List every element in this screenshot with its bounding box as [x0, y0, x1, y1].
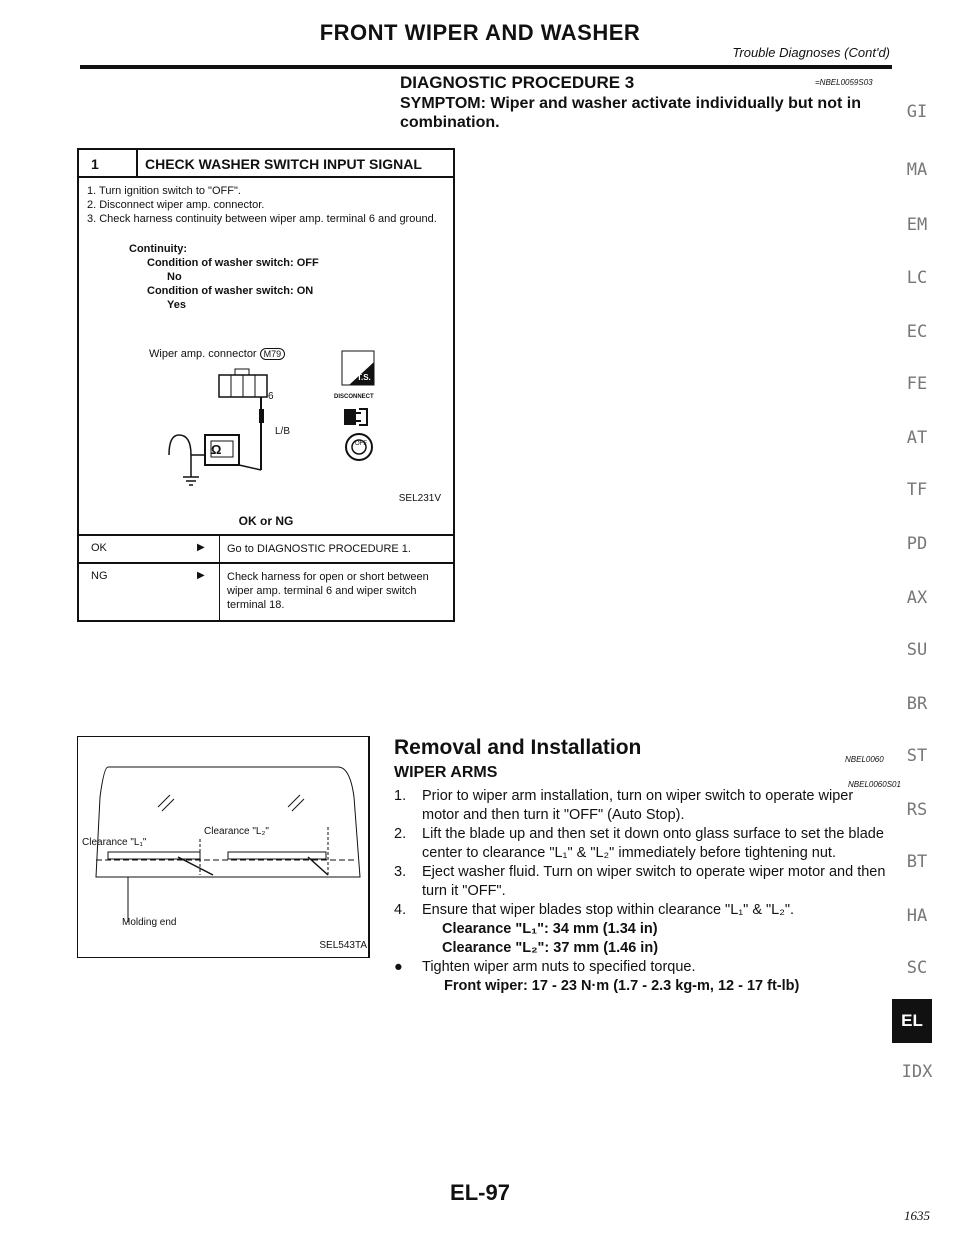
continuity-label: Continuity: — [129, 243, 188, 255]
procedure-step: 1. Prior to wiper arm installation, turn on wiper switch to operate wiper motor and then turn it "OFF" (Auto Stop). — [394, 788, 854, 823]
row-divider — [79, 534, 453, 536]
index-tab-fe[interactable]: FE — [906, 374, 928, 394]
clearance-l2-label: Clearance "L₂" — [204, 826, 269, 837]
result-ok-text: Go to DIAGNOSTIC PROCEDURE 1. — [227, 543, 411, 555]
index-tab-st[interactable]: ST — [906, 746, 928, 766]
connector-latch — [235, 369, 249, 375]
section-title: Removal and Installation — [394, 736, 642, 759]
wiper-clearance-figure — [77, 736, 369, 958]
removal-procedure — [394, 787, 886, 996]
condition-on: Condition of washer switch: ON — [147, 285, 314, 297]
connector-id-badge: M79 — [260, 348, 286, 360]
procedure-step: 2. Lift the blade up and then set it down onto glass surface to set the blade center to clearance "L₁" & "L₂" immediately before tightening nut. — [394, 826, 884, 861]
ok-or-ng-label: OK or NG — [238, 514, 294, 528]
step-number: 1 — [91, 156, 99, 172]
condition-on-value: Yes — [167, 299, 186, 311]
ohm-symbol: Ω — [211, 442, 222, 457]
column-divider — [219, 536, 220, 622]
figure-code: SEL231V — [398, 493, 441, 504]
page-number: EL-97 — [450, 1180, 510, 1205]
index-tab-br[interactable]: BR — [906, 694, 928, 714]
torque-spec: Front wiper: 17 - 23 N·m (1.7 - 2.3 kg-m, 12 - 17 ft-lb) — [444, 978, 800, 994]
arrow-right-icon: ▶ — [197, 542, 205, 553]
disconnect-icon — [341, 404, 373, 430]
result-ng-text: Check harness for open or short between wiper amp. terminal 6 and wiper switch terminal 18. — [227, 571, 429, 611]
ignition-off-icon — [343, 432, 375, 462]
index-tab-rs[interactable]: RS — [906, 800, 928, 820]
check-step-header — [79, 150, 453, 178]
off-label: OFF — [355, 441, 367, 447]
result-ok-label: OK — [91, 542, 107, 554]
wire-color: L/B — [275, 426, 291, 437]
condition-off-value: No — [167, 271, 182, 283]
index-tab-lc[interactable]: LC — [906, 268, 928, 288]
index-tab-bt[interactable]: BT — [906, 852, 928, 872]
row-divider — [79, 562, 453, 564]
section-code: NBEL0060 — [845, 755, 884, 764]
molding-end-label: Molding end — [122, 917, 177, 928]
index-tab-gi[interactable]: GI — [906, 102, 928, 122]
arrow-right-icon: ▶ — [197, 570, 205, 581]
check-step: 3. Check harness continuity between wiper amp. terminal 6 and ground. — [87, 213, 437, 225]
probe-tip — [259, 409, 264, 423]
subsection-code: NBEL0060S01 — [848, 780, 901, 789]
terminal-number: 6 — [268, 391, 274, 402]
procedure-step: 4. Ensure that wiper blades stop within clearance "L₁" & "L₂". — [394, 902, 795, 918]
index-tab-ax[interactable]: AX — [906, 588, 928, 608]
index-tab-idx[interactable]: IDX — [901, 1062, 933, 1082]
bullet-item: ● Tighten wiper arm nuts to specified torque. — [394, 959, 696, 975]
ground-lead — [169, 435, 191, 455]
clearance-l1-label: Clearance "L₁" — [82, 837, 147, 848]
index-tab-ma[interactable]: MA — [906, 160, 928, 180]
procedure-title: DIAGNOSTIC PROCEDURE 3 — [400, 73, 635, 92]
wiper-blade-right — [228, 852, 326, 859]
condition-off: Condition of washer switch: OFF — [147, 257, 319, 269]
index-tab-ha[interactable]: HA — [906, 906, 928, 926]
ground-symbol — [183, 455, 205, 485]
check-step: 2. Disconnect wiper amp. connector. — [87, 199, 265, 211]
ts-label: T.S. — [357, 373, 371, 382]
connector-label — [149, 348, 285, 360]
clearance-l1-spec: Clearance "L₁": 34 mm (1.34 in) — [442, 921, 658, 937]
index-tab-sc[interactable]: SC — [906, 958, 928, 978]
continuity-check-diagram — [139, 365, 339, 495]
step-title: CHECK WASHER SWITCH INPUT SIGNAL — [145, 156, 422, 172]
page-title: FRONT WIPER AND WASHER — [319, 20, 641, 45]
header-divider — [136, 150, 138, 176]
procedure-step: 3. Eject washer fluid. Turn on wiper switch to operate wiper motor and then turn it "OFF". — [394, 864, 886, 899]
index-tab-pd[interactable]: PD — [906, 534, 928, 554]
disconnect-label: DISCONNECT — [334, 394, 374, 400]
bullet-icon: ● — [394, 959, 403, 975]
connector-label-text: Wiper amp. connector — [149, 348, 257, 360]
check-step-box — [77, 148, 455, 622]
clearance-l2-spec: Clearance "L₂": 37 mm (1.46 in) — [442, 940, 659, 956]
subsection-title: WIPER ARMS — [394, 764, 498, 781]
index-tab-tf[interactable]: TF — [906, 480, 928, 500]
plug-half — [344, 409, 356, 425]
key-cylinder — [346, 434, 372, 460]
figure-border-right — [368, 736, 370, 958]
index-tab-at[interactable]: AT — [906, 428, 928, 448]
index-tab-el-active[interactable]: EL — [892, 999, 932, 1043]
index-tab-ec[interactable]: EC — [906, 322, 928, 342]
sheet-number: 1635 — [904, 1208, 930, 1223]
result-ng-label: NG — [91, 570, 108, 582]
wiper-blade-left — [108, 852, 200, 859]
socket-half — [359, 409, 367, 425]
header-rule — [80, 65, 892, 69]
index-tab-su[interactable]: SU — [906, 640, 928, 660]
check-steps-list — [87, 184, 447, 226]
page-subtitle: Trouble Diagnoses (Cont'd) — [732, 45, 890, 60]
symptom-text: SYMPTOM: Wiper and washer activate individually but not in combination. — [400, 95, 861, 131]
meter-lead — [239, 465, 261, 470]
procedure-code: =NBEL0059S03 — [815, 78, 873, 87]
check-step: 1. Turn ignition switch to "OFF". — [87, 185, 241, 197]
index-tab-em[interactable]: EM — [906, 215, 928, 235]
figure-code: SEL543TA — [319, 940, 367, 951]
